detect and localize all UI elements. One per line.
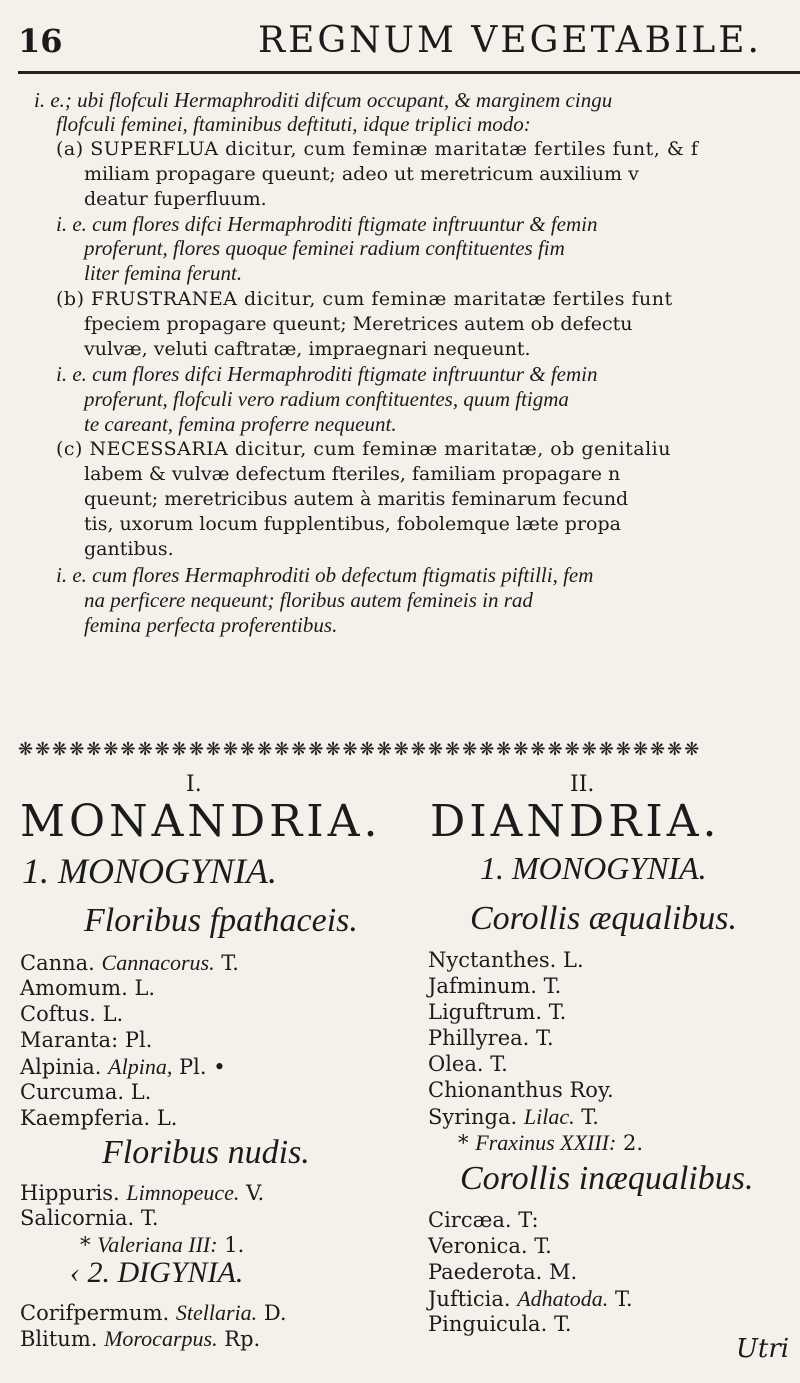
text-line: i. e. cum flores Hermaphroditi ob defectum ftigmatis piftilli, fem [56, 563, 594, 587]
text-line: vulvæ, veluti caftratæ, impraegnari nequeunt. [84, 338, 531, 360]
genus-entry: Pinguicula. T. [428, 1312, 572, 1336]
genus-entry: Corifpermum. Stellaria. D. [20, 1300, 287, 1325]
text-line: proferunt, flores quoque feminei radium conftituentes fim [84, 236, 565, 260]
text-line: tis, uxorum locum fupplentibus, fobolemque læte propa [84, 513, 621, 535]
genus-entry: Jafminum. T. [428, 974, 562, 998]
genus-entry: Veronica. T. [428, 1234, 552, 1258]
text-line: i. e.; ubi flofculi Hermaphroditi difcum occupant, & marginem cingu [34, 88, 613, 112]
text-line: queunt; meretricibus autem à maritis feminarum fecund [84, 488, 629, 510]
genus-entry: Alpinia. Alpina, Pl. • [20, 1054, 226, 1079]
text-line: miliam propagare queunt; adeo ut meretricum auxilium v [84, 163, 639, 185]
running-title: REGNUM VEGETABILE. [258, 20, 762, 61]
class-number: I. [186, 772, 202, 797]
ornament-rule: ❋❋❋❋❋❋❋❋❋❋❋❋❋❋❋❋❋❋❋❋❋❋❋❋❋❋❋❋❋❋❋❋❋❋❋❋❋❋❋❋ [18, 739, 702, 760]
text-line: na perficere nequeunt; floribus autem femineis in rad [84, 588, 533, 612]
text-line: te careant, femina proferre nequeunt. [84, 412, 397, 436]
genus-entry: Syringa. Lilac. T. [428, 1104, 599, 1129]
text-line: i. e. cum flores difci Hermaphroditi ftigmate inftruuntur & femin [56, 212, 598, 236]
text-line: liter femina ferunt. [84, 261, 243, 285]
group-title: Floribus nudis. [102, 1134, 310, 1171]
genus-entry: Coftus. L. [20, 1002, 124, 1026]
order-title: 1. MONOGYNIA. [22, 851, 278, 891]
genus-entry: Maranta: Pl. [20, 1028, 153, 1052]
group-title: Corollis inæqualibus. [460, 1160, 754, 1197]
genus-entry: Circæa. T: [428, 1208, 539, 1232]
genus-entry: Paederota. M. [428, 1260, 578, 1284]
class-number: II. [570, 772, 595, 797]
text-line: i. e. cum flores difci Hermaphroditi ftigmate inftruuntur & femin [56, 362, 598, 386]
genus-entry: Nyctanthes. L. [428, 948, 584, 972]
order-title: 1. MONOGYNIA. [480, 850, 707, 886]
class-title: DIANDRIA. [430, 796, 721, 847]
genus-entry: Curcuma. L. [20, 1080, 152, 1104]
genus-entry: Hippuris. Limnopeuce. V. [20, 1180, 265, 1205]
text-line: fpeciem propagare queunt; Meretrices autem ob defectu [84, 313, 633, 335]
genus-entry: Jufticia. Adhatoda. T. [428, 1286, 633, 1311]
genus-entry: Kaempferia. L. [20, 1106, 178, 1130]
group-title: Corollis æqualibus. [470, 900, 738, 937]
text-line: (b) FRUSTRANEA dicitur, cum feminæ maritatæ fertiles funt [56, 288, 673, 310]
genus-entry: Liguftrum. T. [428, 1000, 567, 1024]
genus-entry: Blitum. Morocarpus. Rp. [20, 1326, 261, 1351]
text-line: flofculi feminei, ftaminibus deftituti, idque triplici modo: [56, 112, 531, 136]
text-line: proferunt, flofculi vero radium conftituentes, quum ftigma [84, 387, 569, 411]
genus-entry: Phillyrea. T. [428, 1026, 554, 1050]
column-diandria [420, 772, 800, 1372]
genus-entry: Olea. T. [428, 1052, 508, 1076]
text-line: (a) SUPERFLUA dicitur, cum feminæ maritatæ fertiles funt, & f [56, 138, 699, 160]
genus-entry: Canna. Cannacorus. T. [20, 950, 239, 975]
order-title: ‹ 2. DIGYNIA. [70, 1256, 244, 1289]
text-line: labem & vulvæ defectum fteriles, familiam propagare n [84, 463, 621, 485]
text-line: (c) NECESSARIA dicitur, cum feminæ maritatæ, ob genitaliu [56, 438, 671, 460]
text-line: femina perfecta proferentibus. [84, 613, 338, 637]
genus-entry: * Valeriana III: 1. [80, 1232, 245, 1257]
column-monandria [18, 772, 408, 1372]
class-title: MONANDRIA. [20, 796, 382, 847]
text-line: deatur fuperfluum. [84, 188, 267, 210]
text-line: gantibus. [84, 538, 174, 560]
group-title: Floribus fpathaceis. [84, 902, 358, 939]
catchword: Utri [736, 1334, 790, 1364]
page-number: 16 [18, 22, 63, 60]
genus-entry: Chionanthus Roy. [428, 1078, 614, 1102]
genus-entry: * Fraxinus XXIII: 2. [458, 1130, 644, 1155]
genus-entry: Salicornia. T. [20, 1206, 159, 1230]
genus-entry: Amomum. L. [20, 976, 156, 1000]
